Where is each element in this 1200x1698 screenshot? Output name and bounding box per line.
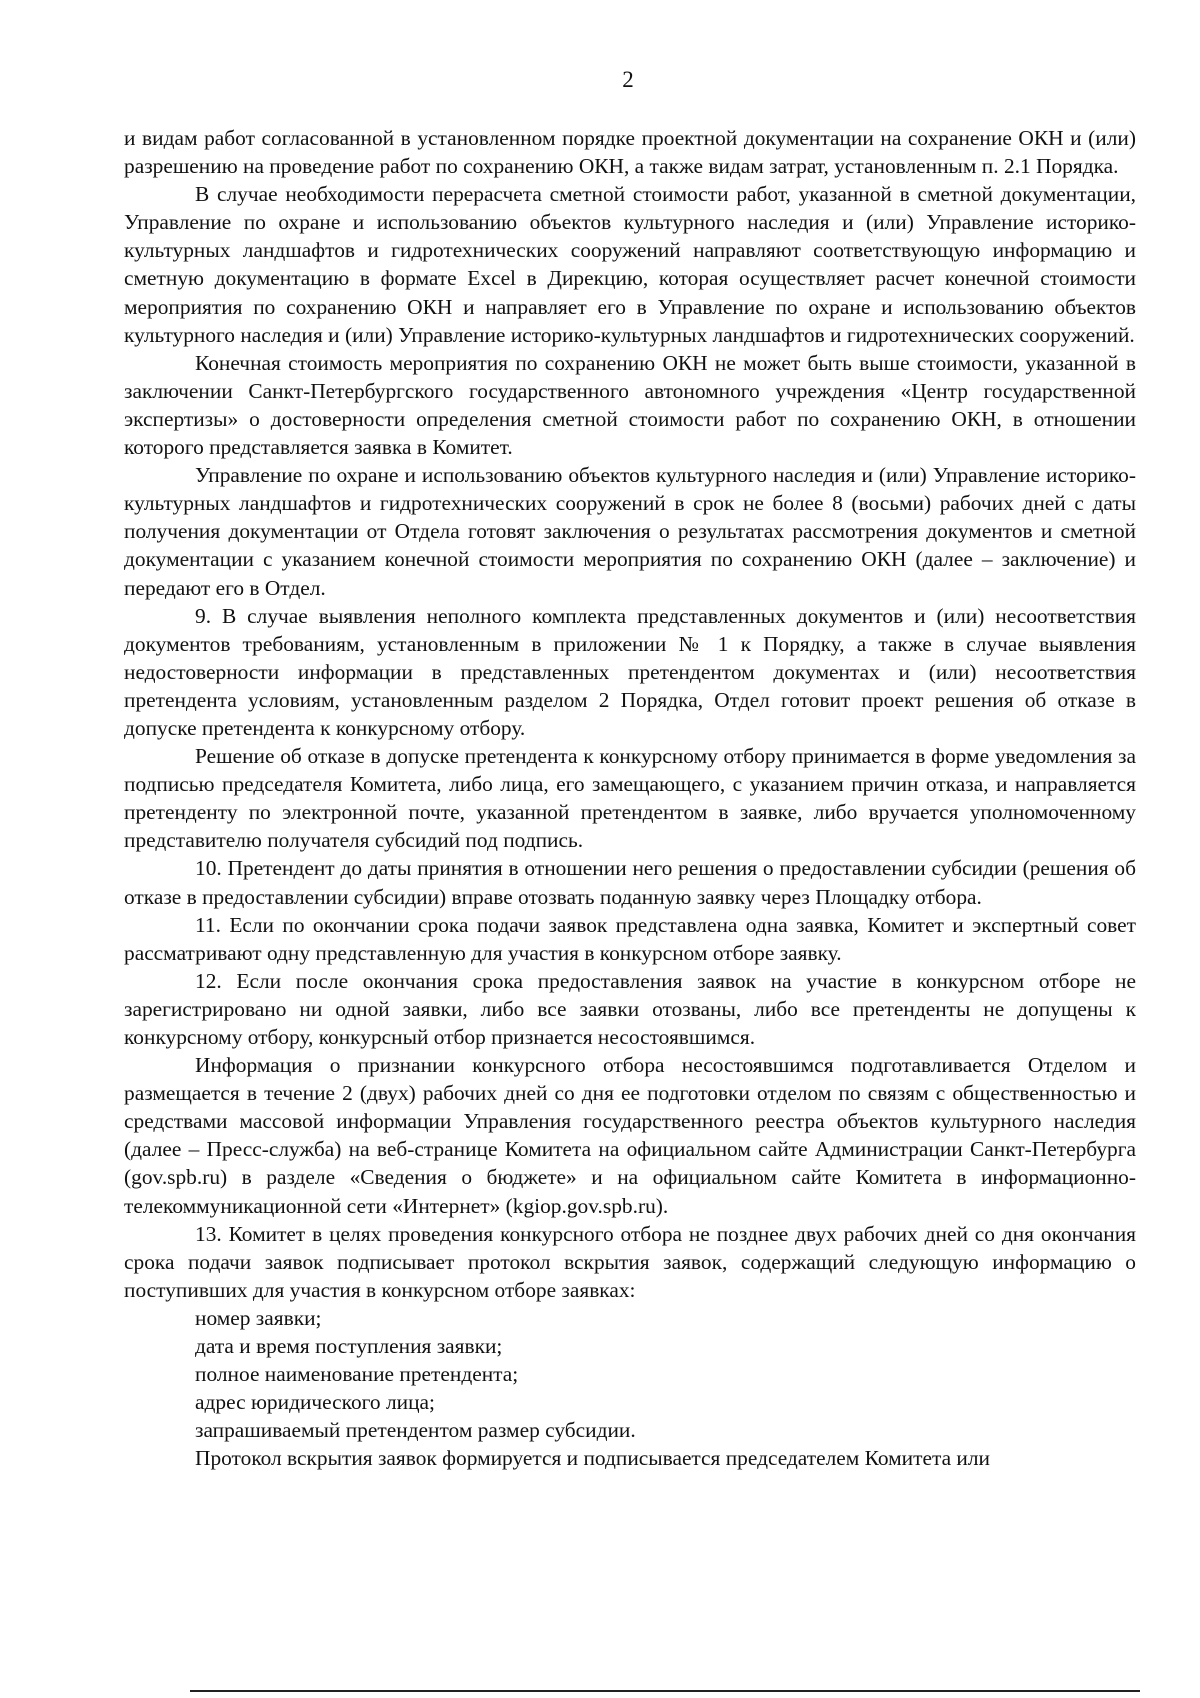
paragraph-refusal-decision: Решение об отказе в допуске претендента к конкурсному отбору принимается в форме уведомления за подписью председателя Комитета, либо лица, его замещающего, с указанием причин отказа, и направляется претенденту по электронной почте, указанной претендентом в заявке, либо вручается уполномоченному представителю получателя субсидий под подпись. [124,744,1136,853]
paragraph-conclusion-deadline: Управление по охране и использованию объектов культурного наследия и (или) Управление историко-культурных ландшафтов и гидротехнических сооружений в срок не более 8 (восьми) рабочих дней с даты получения документации от Отдела готовят заключения о результатах рассмотрения документов и сметной документации с указанием конечной стоимости мероприятия по сохранению ОКН (далее – заключение) и передают его в Отдел. [124,463,1136,600]
list-item: полное наименование претендента; [195,1362,519,1387]
document-body [124,124,1136,1473]
clause-12: 12. Если после окончания срока предоставления заявок на участие в конкурсном отборе не зарегистрировано ни одной заявки, либо все заявки отозваны, либо все претенденты не допущены к конкурсному отбору, конкурсный отбор признается несостоявшимся. [124,968,1136,1049]
list-item: запрашиваемый претендентом размер субсидии. [195,1418,636,1443]
footer-rule [190,1690,1140,1692]
paragraph-protocol: Протокол вскрытия заявок формируется и подписывается председателем Комитета или [195,1446,990,1471]
paragraph-continuation: и видам работ согласованной в установленном порядке проектной документации на сохранение ОКН и (или) разрешению на проведение работ по сохранению ОКН, а также видам затрат, установленным п. 2.1 Порядка. [124,126,1136,179]
paragraph-final-cost: Конечная стоимость мероприятия по сохранению ОКН не может быть выше стоимости, указанной в заключении Санкт-Петербургского государственного автономного учреждения «Центр государственной экспертизы» о достоверности определения сметной стоимости работ по сохранению ОКН, в отношении которого представляется заявка в Комитет. [124,350,1136,460]
clause-9: 9. В случае выявления неполного комплекта представленных документов и (или) несоответствия документов требованиям, установленным в приложении № 1 к Порядку, а также в случае выявления недостоверности информации в представленных претендентом документах и (или) несоответствия претендента условиям, установленным разделом 2 Порядка, Отдел готовит проект решения об отказе в допуске претендента к конкурсному отбору. [124,603,1136,740]
clause-11: 11. Если по окончании срока подачи заявок представлена одна заявка, Комитет и экспертный совет рассматривают одну представленную для участия в конкурсном отборе заявку. [124,912,1136,965]
paragraph-recalculation: В случае необходимости перерасчета сметной стоимости работ, указанной в сметной документации, Управление по охране и использованию объектов культурного наследия и (или) Управление историко-культурных ландшафтов и гидротехнических сооружений направляют соответствующую информацию и сметную документацию в формате Excel в Дирекцию, которая осуществляет расчет конечной стоимости мероприятия по сохранению ОКН и направляет его в Управление по охране и использованию объектов культурного наследия и (или) Управление историко-культурных ландшафтов и гидротехнических сооружений. [124,182,1136,347]
clause-13: 13. Комитет в целях проведения конкурсного отбора не позднее двух рабочих дней со дня окончания срока подачи заявок подписывает протокол вскрытия заявок, содержащий следующую информацию о поступивших для участия в конкурсном отборе заявках: [124,1221,1136,1302]
list-item: адрес юридического лица; [195,1390,435,1415]
list-item: дата и время поступления заявки; [195,1334,503,1359]
page-number: 2 [622,67,634,92]
list-item: номер заявки; [195,1305,322,1330]
paragraph-publication: Информация о признании конкурсного отбора несостоявшимся подготавливается Отделом и размещается в течение 2 (двух) рабочих дней со дня ее подготовки отделом по связям с общественностью и средствами массовой информации Управления государственного реестра объектов культурного наследия (далее – Пресс-служба) на веб-странице Комитета на официальном сайте Администрации Санкт-Петербурга (gov.spb.ru) в разделе «Сведения о бюджете» и на официальном сайте Комитета в информационно-телекоммуникационной сети «Интернет» (kgiop.gov.spb.ru). [124,1053,1136,1218]
clause-10: 10. Претендент до даты принятия в отношении него решения о предоставлении субсидии (решения об отказе в предоставлении субсидии) вправе отозвать поданную заявку через Площадку отбора. [124,856,1136,909]
